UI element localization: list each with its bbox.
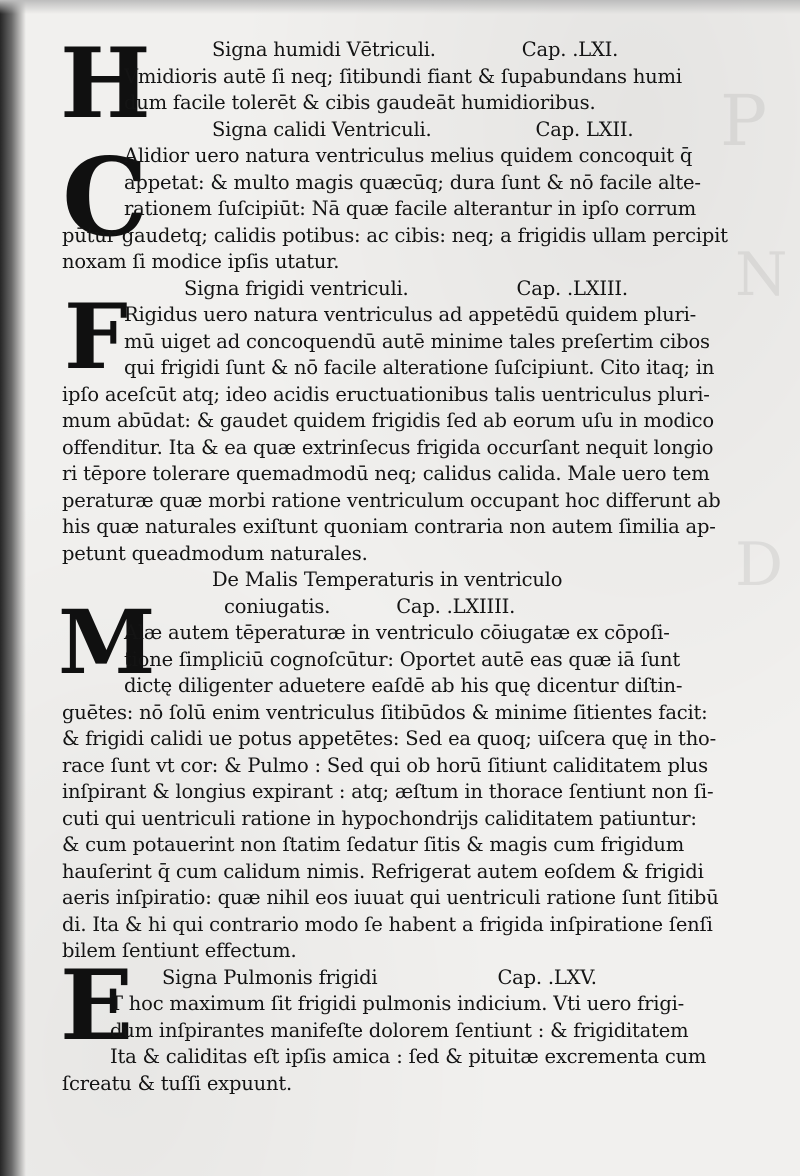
drop-cap-m: M: [58, 590, 156, 694]
bleed-through-letter-p: P: [720, 80, 768, 162]
text-line: mū uiget ad concoquendū autē minime tales preſertim cibos: [124, 329, 710, 353]
chapter-heading: [62, 117, 782, 144]
chapter-heading: [62, 276, 782, 303]
text-line: race ſunt vt cor: & Pulmo : Sed qui ob horū ſitiunt caliditatem plus: [62, 753, 708, 777]
chapter-heading-continued: [62, 594, 782, 621]
text-line: aeris inſpiratio: quæ nihil eos iuuat qui uentriculi ratione ſunt ſitibū: [62, 886, 719, 909]
text-line: dum facile tolerēt & cibis gaudeāt humidioribus.: [124, 91, 596, 114]
text-line: di. Ita & hi qui contrario modo ſe habent a frigida inſpiratione ſenſi: [62, 912, 713, 936]
text-line: & frigidi calidi ue potus appetētes: Sed ea quoq; uiſcera quę in tho-: [62, 727, 716, 750]
chapter-number: Cap. LXII.: [535, 117, 634, 141]
text-line: dictę diligenter aduetere eaſdē ab his quę dicentur diſtin-: [124, 674, 683, 697]
text-line: mum abūdat: & gaudet quidem frigidis ſed ab eorum uſu in modico: [62, 409, 714, 432]
heading-text: Signa calidi Ventriculi.: [212, 117, 432, 141]
chapter-heading: [62, 965, 782, 992]
text-line: rationem ſuſcipiūt: Nā quæ facile alterantur in ipſo corrum: [124, 197, 697, 220]
heading-text: Signa frigidi ventriculi.: [184, 276, 409, 300]
text-line: bilem ſentiunt effectum.: [62, 939, 297, 962]
chapter-number: Cap. .LXI.: [521, 38, 619, 61]
top-edge-shadow: [0, 0, 800, 14]
drop-cap-c: C: [62, 135, 148, 261]
drop-cap-f: F: [64, 284, 128, 390]
chapter-number: Cap. .LXIIII.: [396, 594, 516, 618]
text-line: qui frigidi ſunt & nō facile alteratione ſuſcipiunt. Cito itaq; in: [124, 356, 715, 379]
chapter-heading: [62, 37, 782, 64]
page-text: [60, 27, 782, 1097]
text-line: guētes: nō ſolū enim ventriculus ſitibūdos & minime ſitientes facit:: [62, 700, 708, 724]
bleed-through-letter-d: D: [735, 530, 784, 600]
text-line: T hoc maximum ſit frigidi pulmonis indicium. Vti uero frigi-: [110, 992, 685, 1015]
text-line: Alæ autem tēperaturæ in ventriculo cōiugatæ ex cōpoſi-: [124, 621, 670, 644]
text-line: peraturæ quæ morbi ratione ventriculum occupant hoc differunt ab: [62, 488, 721, 512]
bleed-through-letter-n: N: [735, 240, 788, 310]
heading-text: Signa Pulmonis frigidi: [162, 965, 378, 989]
text-line: Ita & caliditas eſt ipſis amica : ſed & pituitæ excrementa cum: [110, 1045, 707, 1068]
text-line: petunt queadmodum naturales.: [62, 541, 368, 565]
drop-cap-e: E: [60, 949, 134, 1062]
text-line: offenditur. Ita & ea quæ extrinſecus frigida occurſant nequit longio: [62, 435, 714, 459]
text-line: & cum potauerint non ſtatim ſedatur ſitis & magis cum frigidum: [62, 833, 685, 856]
heading-text: Signa humidi Vētriculi.: [212, 38, 436, 61]
text-line: tione ſimpliciū cognoſcūtur: Oportet autē eas quæ iā ſunt: [124, 647, 681, 671]
drop-cap-h: H: [60, 27, 151, 140]
text-line: hauſerint q̄ cum calidum nimis. Refrigerat autem eoſdem & frigidi: [62, 859, 704, 883]
text-line: dum inſpirantes manifeſte dolorem ſentiunt : & frigiditatem: [110, 1018, 689, 1042]
text-line: Vmidioris autē ſi neq; ſitibundi fiant & ſupabundans humi: [124, 64, 682, 88]
text-line: cuti qui uentriculi ratione in hypochondrijs caliditatem patiuntur:: [62, 806, 697, 830]
binding-shadow: [0, 0, 26, 1176]
text-line: pūtur gaudetq; calidis potibus: ac cibis: neq; a frigidis ullam percipit: [62, 223, 728, 247]
text-line: noxam ſi modice ipſis utatur.: [62, 250, 340, 273]
text-line: Rigidus uero natura ventriculus ad appetēdū quidem pluri-: [124, 303, 697, 326]
chapter-heading: De Malis Temperaturis in ventriculo: [212, 568, 563, 591]
text-line: his quæ naturales exiſtunt quoniam contraria non autem ſimilia ap-: [62, 515, 716, 538]
text-line: ipſo aceſcūt atq; ideo acidis eructuationibus talis uentriculus pluri-: [62, 382, 710, 406]
text-line: ri tēpore tolerare quemadmodū neq; calidus calida. Male uero tem: [62, 462, 710, 485]
chapter-number: Cap. .LXIII.: [516, 276, 628, 300]
text-line: appetat: & multo magis quæcūq; dura ſunt & nō facile alte-: [124, 170, 701, 194]
text-line: inſpirant & longius expirant : atq; æſtum in thorace ſentiunt non ſi-: [62, 780, 714, 803]
text-line: Alidior uero natura ventriculus melius quidem concoquit q̄: [124, 144, 693, 167]
heading-text: coniugatis.: [224, 594, 331, 618]
text-line: ſcreatu & tuſſi expuunt.: [62, 1071, 292, 1095]
chapter-number: Cap. .LXV.: [497, 965, 597, 989]
